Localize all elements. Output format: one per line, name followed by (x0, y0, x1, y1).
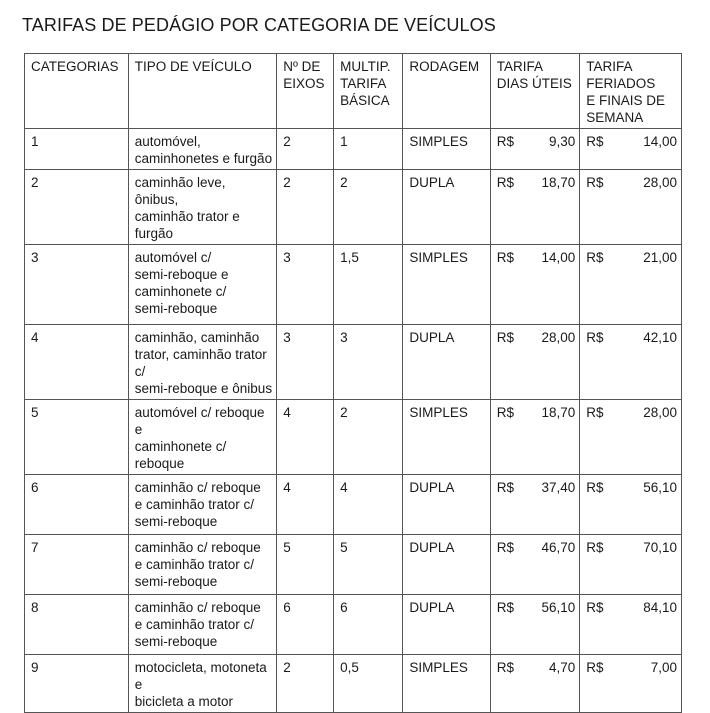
cell-tarifa-feriados (580, 535, 682, 595)
cell-multiplicador: 2 (334, 170, 403, 245)
tarifa-value: 28,00 (541, 330, 576, 345)
cell-tarifa-feriados (580, 475, 682, 535)
currency-symbol: R$ (586, 540, 604, 555)
currency-symbol: R$ (586, 405, 604, 420)
cell-eixos: 2 (277, 129, 334, 170)
currency-symbol: R$ (586, 250, 604, 265)
tarifa-value: 14,00 (643, 134, 677, 149)
cell-categoria: 5 (25, 400, 129, 475)
tarifa-value: 4,70 (548, 660, 576, 675)
table-row (25, 475, 682, 535)
cell-eixos: 2 (277, 170, 334, 245)
cell-eixos: 4 (277, 475, 334, 535)
cell-tipo-veiculo: caminhão c/ reboque e caminhão trator c/ semi-reboque (128, 475, 276, 535)
currency-symbol: R$ (496, 134, 515, 149)
tarifa-value: 9,30 (548, 134, 576, 149)
cell-tipo-veiculo: automóvel c/ semi-reboque e caminhonete c/ semi-reboque (128, 245, 276, 325)
cell-tarifa-feriados (580, 400, 682, 475)
cell-rodagem: SIMPLES (403, 129, 490, 170)
cell-multiplicador: 4 (334, 475, 403, 535)
cell-eixos: 5 (277, 535, 334, 595)
currency-symbol: R$ (496, 175, 515, 190)
table-row (25, 129, 682, 170)
cell-tarifa-feriados (580, 595, 682, 655)
cell-categoria: 6 (25, 475, 129, 535)
cell-multiplicador: 6 (334, 595, 403, 655)
cell-tipo-veiculo: automóvel, caminhonetes e furgão (128, 129, 276, 170)
cell-rodagem: SIMPLES (403, 245, 490, 325)
tarifa-value: 46,70 (541, 540, 576, 555)
cell-rodagem: DUPLA (403, 325, 490, 400)
tarifa-value: 28,00 (643, 405, 677, 420)
header-row (25, 54, 682, 129)
cell-tarifa-dias-uteis (490, 400, 579, 475)
cell-multiplicador: 1 (334, 129, 403, 170)
cell-categoria: 7 (25, 535, 129, 595)
cell-rodagem: SIMPLES (403, 400, 490, 475)
currency-symbol: R$ (586, 480, 604, 495)
currency-symbol: R$ (586, 600, 604, 615)
tarifa-value: 56,10 (541, 600, 576, 615)
cell-multiplicador: 5 (334, 535, 403, 595)
cell-tarifa-dias-uteis (490, 129, 579, 170)
header-categorias: CATEGORIAS (25, 54, 129, 129)
cell-eixos: 3 (277, 325, 334, 400)
header-rodagem: RODAGEM (403, 54, 490, 129)
cell-tarifa-dias-uteis (490, 325, 579, 400)
header-tipo-veiculo: TIPO DE VEÍCULO (128, 54, 276, 129)
cell-tarifa-dias-uteis (490, 655, 579, 713)
tarifa-value: 56,10 (643, 480, 677, 495)
cell-eixos: 2 (277, 655, 334, 713)
cell-multiplicador: 0,5 (334, 655, 403, 713)
cell-categoria: 8 (25, 595, 129, 655)
cell-rodagem: DUPLA (403, 170, 490, 245)
currency-symbol: R$ (496, 540, 515, 555)
cell-categoria: 4 (25, 325, 129, 400)
tarifa-value: 21,00 (643, 250, 677, 265)
currency-symbol: R$ (586, 134, 604, 149)
cell-eixos: 4 (277, 400, 334, 475)
tarifa-value: 28,00 (643, 175, 677, 190)
cell-tipo-veiculo: caminhão c/ reboque e caminhão trator c/ semi-reboque (128, 535, 276, 595)
currency-symbol: R$ (496, 480, 515, 495)
cell-tipo-veiculo: caminhão leve, ônibus, caminhão trator e furgão (128, 170, 276, 245)
tarifa-value: 37,40 (541, 480, 576, 495)
tarifa-value: 70,10 (643, 540, 677, 555)
header-multiplicador: MULTIP. TARIFA BÁSICA (334, 54, 403, 129)
cell-tipo-veiculo: caminhão c/ reboque e caminhão trator c/ semi-reboque (128, 595, 276, 655)
cell-tarifa-feriados (580, 245, 682, 325)
header-tarifa-feriados: TARIFA FERIADOS E FINAIS DE SEMANA (580, 54, 682, 129)
tarifa-value: 14,00 (541, 250, 576, 265)
cell-tipo-veiculo: motocicleta, motoneta e bicicleta a motor (128, 655, 276, 713)
cell-tarifa-dias-uteis (490, 535, 579, 595)
table-row (25, 655, 682, 713)
currency-symbol: R$ (496, 600, 515, 615)
cell-tipo-veiculo: automóvel c/ reboque e caminhonete c/ reboque (128, 400, 276, 475)
page-title: TARIFAS DE PEDÁGIO POR CATEGORIA DE VEÍCULOS (22, 15, 496, 35)
cell-tarifa-dias-uteis (490, 170, 579, 245)
cell-rodagem: DUPLA (403, 535, 490, 595)
cell-tarifa-dias-uteis (490, 475, 579, 535)
currency-symbol: R$ (496, 330, 515, 345)
tarifas-table (24, 53, 682, 713)
cell-tarifa-dias-uteis (490, 595, 579, 655)
header-eixos: Nº DE EIXOS (277, 54, 334, 129)
currency-symbol: R$ (496, 405, 515, 420)
table-row (25, 595, 682, 655)
cell-eixos: 6 (277, 595, 334, 655)
cell-categoria: 3 (25, 245, 129, 325)
table-row (25, 245, 682, 325)
cell-multiplicador: 1,5 (334, 245, 403, 325)
cell-rodagem: DUPLA (403, 475, 490, 535)
tarifa-value: 42,10 (643, 330, 677, 345)
cell-eixos: 3 (277, 245, 334, 325)
tarifa-value: 84,10 (643, 600, 677, 615)
cell-multiplicador: 2 (334, 400, 403, 475)
table-row (25, 170, 682, 245)
tarifa-value: 18,70 (541, 175, 576, 190)
currency-symbol: R$ (586, 330, 604, 345)
currency-symbol: R$ (496, 660, 515, 675)
cell-rodagem: SIMPLES (403, 655, 490, 713)
cell-tarifa-feriados (580, 655, 682, 713)
cell-tarifa-dias-uteis (490, 245, 579, 325)
cell-tarifa-feriados (580, 325, 682, 400)
cell-tipo-veiculo: caminhão, caminhão trator, caminhão trator c/ semi-reboque e ônibus (128, 325, 276, 400)
cell-tarifa-feriados (580, 170, 682, 245)
tarifa-value: 18,70 (541, 405, 576, 420)
cell-multiplicador: 3 (334, 325, 403, 400)
currency-symbol: R$ (496, 250, 515, 265)
cell-categoria: 1 (25, 129, 129, 170)
header-tarifa-dias-uteis: TARIFA DIAS ÚTEIS (490, 54, 579, 129)
tarifa-value: 7,00 (650, 660, 677, 675)
table-row (25, 400, 682, 475)
cell-categoria: 2 (25, 170, 129, 245)
table-body (25, 129, 682, 713)
table-row (25, 325, 682, 400)
cell-tarifa-feriados (580, 129, 682, 170)
cell-categoria: 9 (25, 655, 129, 713)
currency-symbol: R$ (586, 660, 604, 675)
table-row (25, 535, 682, 595)
cell-rodagem: DUPLA (403, 595, 490, 655)
currency-symbol: R$ (586, 175, 604, 190)
